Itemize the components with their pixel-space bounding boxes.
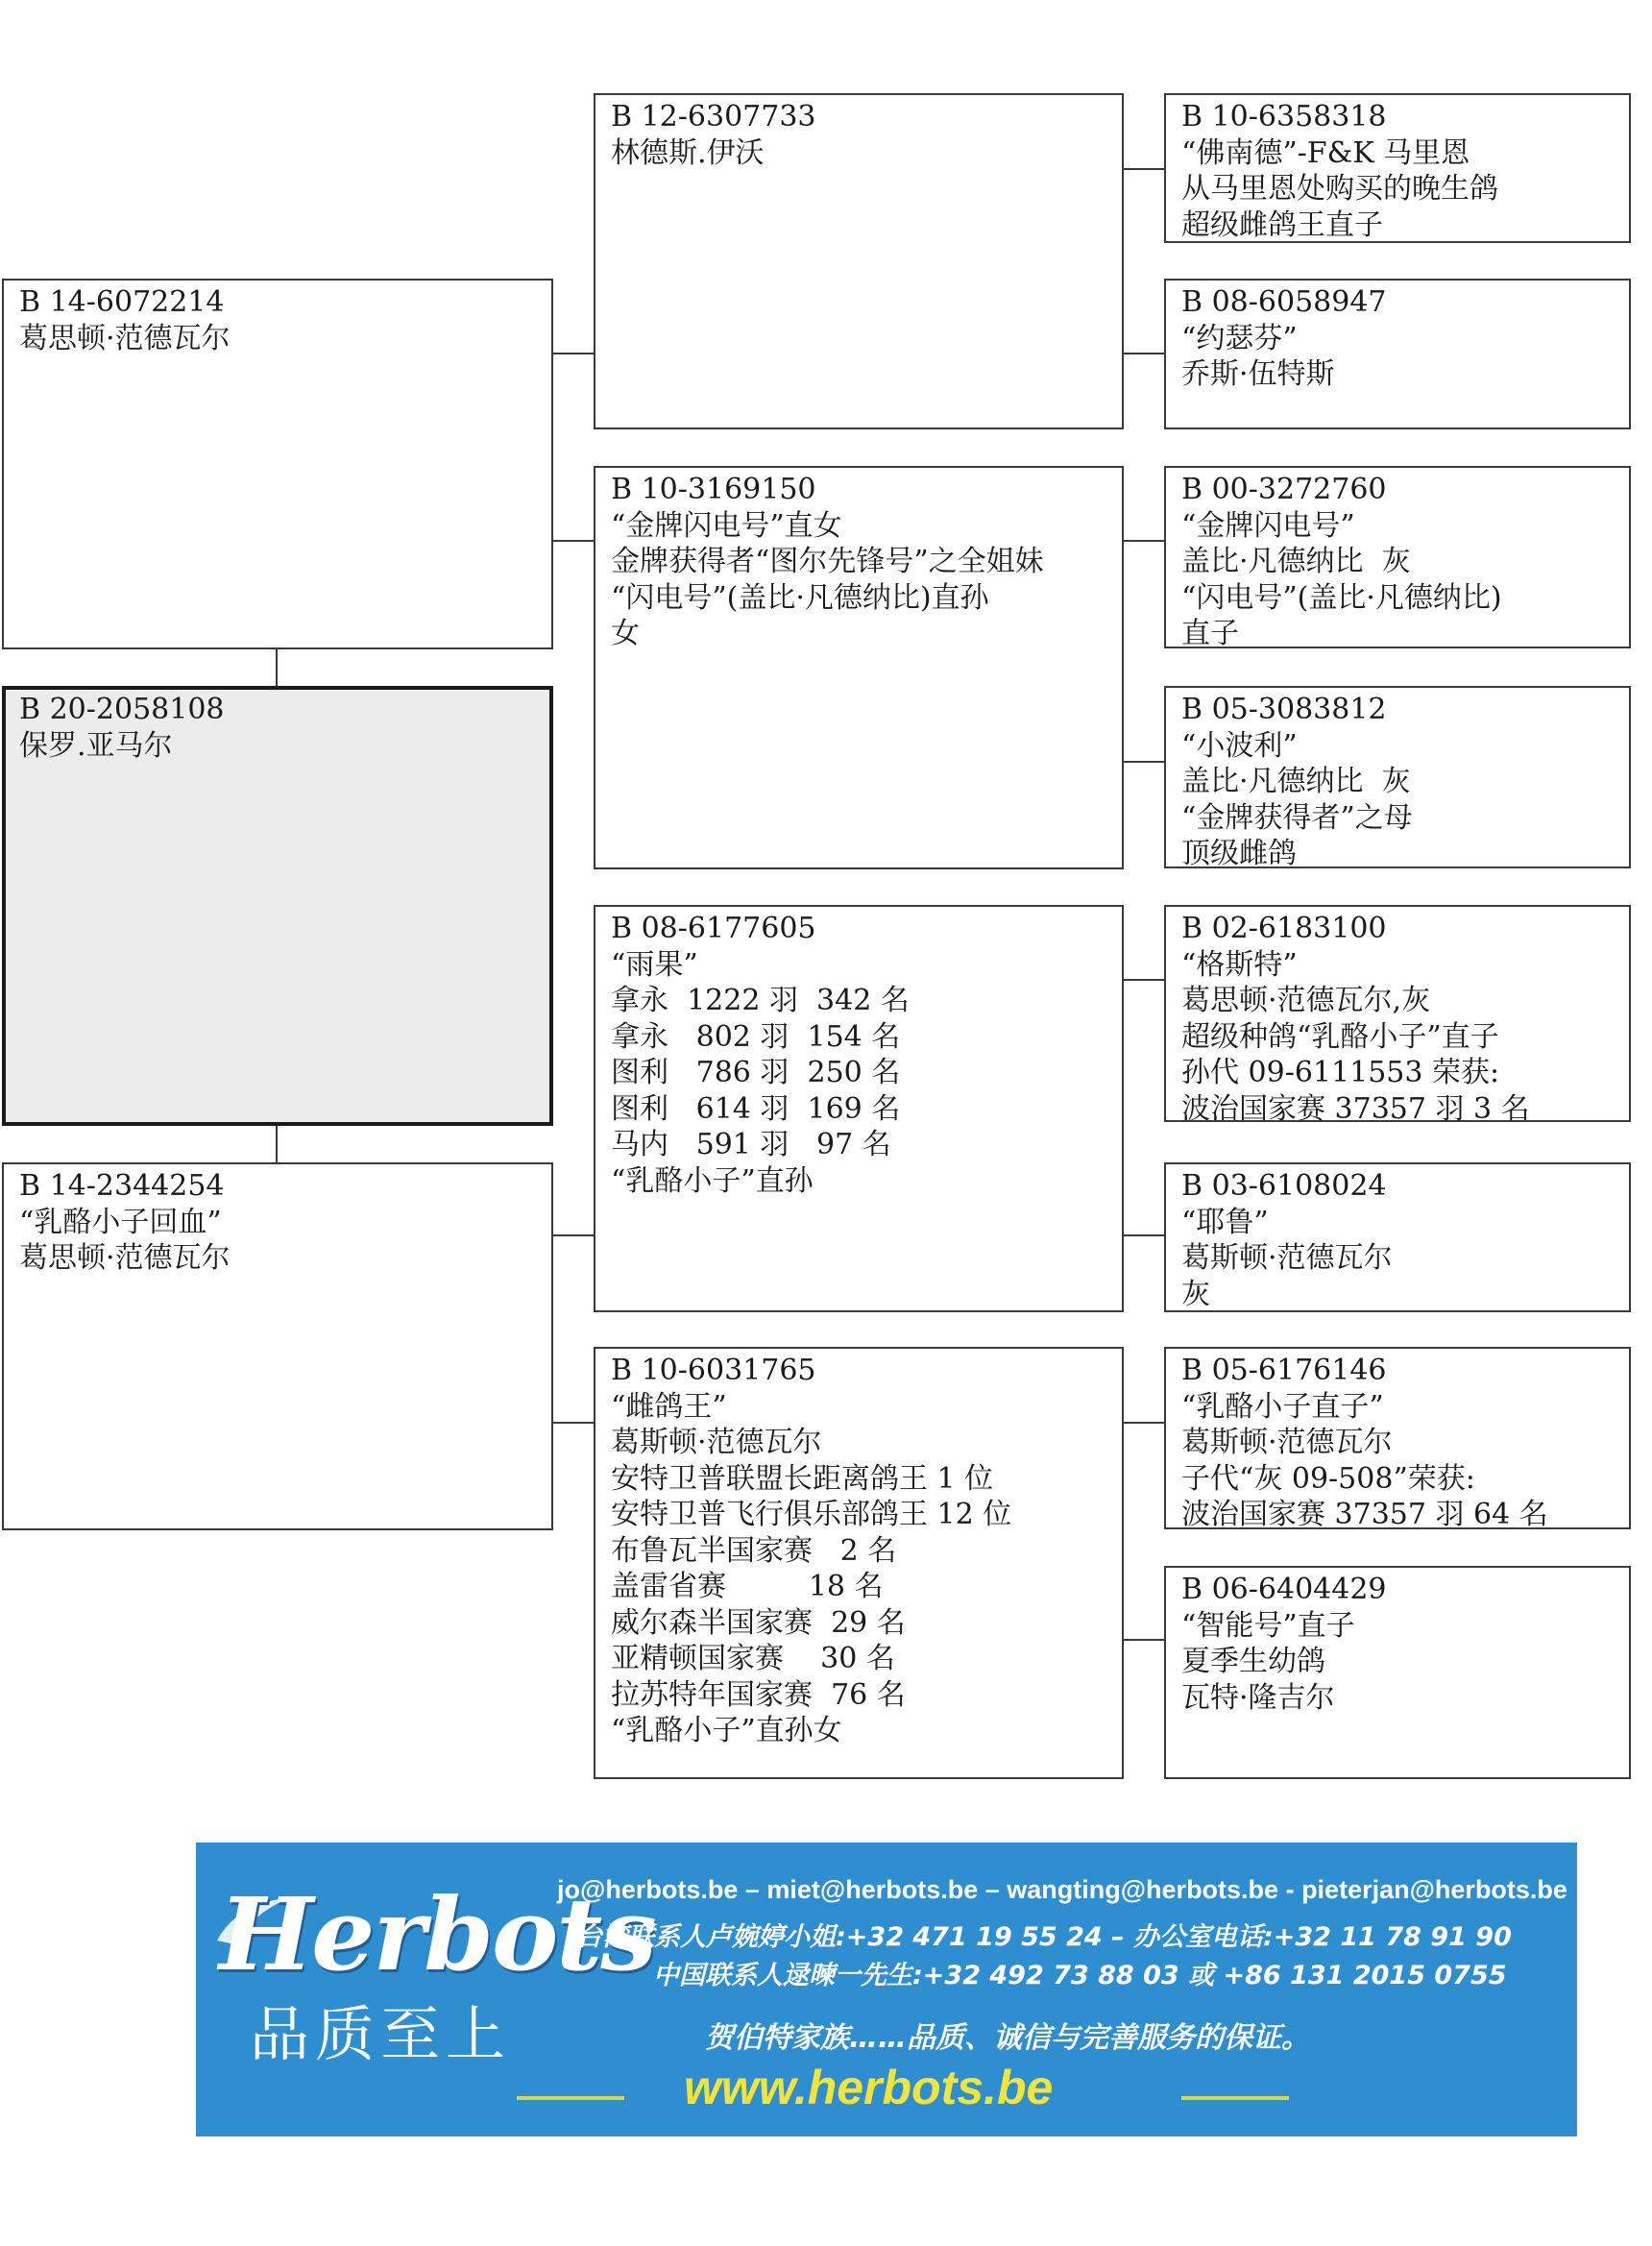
race-result: 拿永 802 羽 154 名 [611, 1019, 901, 1054]
ring-number: B 05-3083812 [1181, 693, 1387, 726]
race-result: 波治国家赛 37357 羽 64 名 [1181, 1498, 1548, 1531]
breeder: 盖比·凡德纳比 灰 [1181, 545, 1411, 578]
ssd-box [1164, 279, 1631, 429]
ring-number: B 05-6176146 [1181, 1354, 1387, 1387]
connector [1122, 1422, 1164, 1424]
info-line: 直子 [1181, 617, 1239, 650]
connector [1122, 353, 1164, 354]
race-result: 安特卫普飞行俱乐部鸽王 12 位 [611, 1498, 1012, 1531]
ring-number: B 12-6307733 [611, 100, 816, 134]
ring-number: B 08-6177605 [611, 912, 816, 945]
connector [1122, 761, 1164, 763]
race-result: 安特卫普联盟长距离鸽王 1 位 [611, 1461, 994, 1496]
info-line: “金牌闪电号”直女 [611, 508, 842, 543]
bird-name: “约瑟芬” [1181, 321, 1298, 355]
breeder: 瓦特·隆吉尔 [1181, 1680, 1335, 1715]
info-line: “乳酪小子”直孙女 [611, 1714, 842, 1747]
race-result: 拉苏特年国家赛 76 名 [611, 1677, 906, 1712]
info-line: “闪电号”(盖比·凡德纳比)直孙 [611, 580, 989, 615]
bird-name: 保罗.亚马尔 [19, 728, 173, 763]
breeder: 林德斯.伊沃 [611, 135, 765, 170]
connector [1122, 168, 1164, 170]
bird-name: “智能号”直子 [1181, 1608, 1355, 1643]
info-line: 从马里恩处购买的晚生鸽 [1181, 172, 1498, 206]
ring-number: B 10-3169150 [611, 473, 816, 506]
ring-number: B 08-6058947 [1181, 285, 1387, 319]
info-line: 女 [611, 617, 640, 650]
info-line: 灰 [1181, 1277, 1210, 1311]
contact-banner [196, 1843, 1577, 2136]
race-result: 拿永 1222 羽 342 名 [611, 984, 910, 1017]
dam-dam-box [594, 1347, 1124, 1779]
bird-name: “乳酪小子回血” [19, 1205, 222, 1239]
ring-number: B 10-6031765 [611, 1354, 816, 1387]
motto: 贺伯特家族……品质、诚信与完善服务的保证。 [705, 2021, 1310, 2055]
sdd-box [1164, 686, 1631, 868]
slogan: 品质至上 [250, 1999, 512, 2069]
dam-box [2, 1162, 553, 1530]
taiwan-contact: 台湾联系人卢婉婷小姐:+32 471 19 55 24 – 办公室电话:+32 11 78 91 90 [576, 1922, 1512, 1952]
info-line: 金牌获得者“图尔先锋号”之全姐妹 [611, 545, 1044, 578]
connector [551, 1422, 594, 1424]
dam-sire-box [594, 905, 1124, 1312]
bird-name: “耶鲁” [1181, 1205, 1269, 1239]
info-line: 孙代 09-6111553 荣获: [1181, 1056, 1500, 1089]
bird-name: “佛南德”-F&K 马里恩 [1181, 135, 1470, 170]
sire-sire-box [594, 93, 1124, 429]
ddd-box [1164, 1566, 1631, 1779]
breeder: 葛斯顿·范德瓦尔 [611, 1426, 822, 1459]
dss-box [1164, 905, 1631, 1126]
sire-dam-box [594, 466, 1124, 869]
info-line: 超级种鸽“乳酪小子”直子 [1181, 1019, 1499, 1054]
ring-number: B 14-6072214 [19, 285, 225, 319]
dsd-box [1164, 1162, 1631, 1312]
info-line: 子代“灰 09-508”荣获: [1181, 1461, 1475, 1496]
ring-number: B 06-6404429 [1181, 1573, 1387, 1606]
breeder: 乔斯·伍特斯 [1181, 357, 1335, 391]
divider [1181, 2096, 1289, 2100]
info-line: “金牌获得者”之母 [1181, 800, 1413, 835]
divider [517, 2096, 624, 2100]
race-result: 盖雷省赛 18 名 [611, 1570, 884, 1603]
breeder: 盖比·凡德纳比 灰 [1181, 765, 1411, 798]
breeder: 葛斯顿·范德瓦尔 [1181, 1241, 1393, 1275]
breeder: 葛思顿·范德瓦尔 [19, 1241, 231, 1275]
ring-number: B 20-2058108 [19, 693, 225, 726]
herbots-logo: Herbots [219, 1875, 655, 1993]
website-link[interactable]: www.herbots.be [684, 2061, 1054, 2114]
subject-box [2, 686, 553, 1126]
bird-name: “雨果” [611, 947, 698, 982]
sss-box [1164, 93, 1631, 243]
connector [1122, 540, 1164, 542]
race-result: 亚精顿国家赛 30 名 [611, 1642, 895, 1675]
connector [276, 649, 278, 686]
race-result: 图利 786 羽 250 名 [611, 1056, 901, 1089]
ring-number: B 00-3272760 [1181, 473, 1387, 506]
race-result: 波治国家赛 37357 羽 3 名 [1181, 1091, 1530, 1126]
sds-box [1164, 466, 1631, 648]
info-line: 夏季生幼鸽 [1181, 1645, 1325, 1678]
connector [276, 1124, 278, 1162]
bird-name: “乳酪小子直子” [1181, 1389, 1384, 1424]
breeder: 葛思顿·范德瓦尔 [19, 321, 231, 355]
ring-number: B 02-6183100 [1181, 912, 1387, 945]
sire-box [2, 279, 553, 649]
bird-name: “金牌闪电号” [1181, 508, 1355, 543]
breeder: 葛斯顿·范德瓦尔 [1181, 1426, 1393, 1459]
connector [551, 1234, 594, 1236]
race-result: 威尔森半国家赛 29 名 [611, 1605, 906, 1640]
connector [1122, 1639, 1164, 1641]
race-result: 布鲁瓦半国家赛 2 名 [611, 1533, 897, 1568]
bird-name: “雌鸽王” [611, 1389, 727, 1424]
bird-name: “小波利” [1181, 728, 1298, 763]
breeder: 葛思顿·范德瓦尔,灰 [1181, 984, 1431, 1017]
connector [1122, 1234, 1164, 1236]
ring-number: B 03-6108024 [1181, 1169, 1387, 1203]
ring-number: B 10-6358318 [1181, 100, 1387, 134]
china-contact: 中国联系人逯暕一先生:+32 492 73 88 03 或 +86 131 2015 0755 [653, 1961, 1507, 1990]
info-line: 超级雌鸽王直子 [1181, 208, 1383, 242]
connector [551, 353, 594, 354]
info-line: 顶级雌鸽 [1181, 837, 1297, 870]
info-line: “闪电号”(盖比·凡德纳比) [1181, 580, 1502, 615]
connector [1122, 979, 1164, 981]
race-result: 马内 591 羽 97 名 [611, 1128, 891, 1161]
race-result: 图利 614 羽 169 名 [611, 1091, 901, 1126]
connector [551, 540, 594, 542]
ring-number: B 14-2344254 [19, 1169, 225, 1203]
info-line: “乳酪小子”直孙 [611, 1163, 814, 1198]
dds-box [1164, 1347, 1631, 1529]
bird-name: “格斯特” [1181, 947, 1298, 982]
email-addresses[interactable]: jo@herbots.be – miet@herbots.be – wangting@herbots.be - pieterjan@herbots.be [557, 1875, 1567, 1904]
